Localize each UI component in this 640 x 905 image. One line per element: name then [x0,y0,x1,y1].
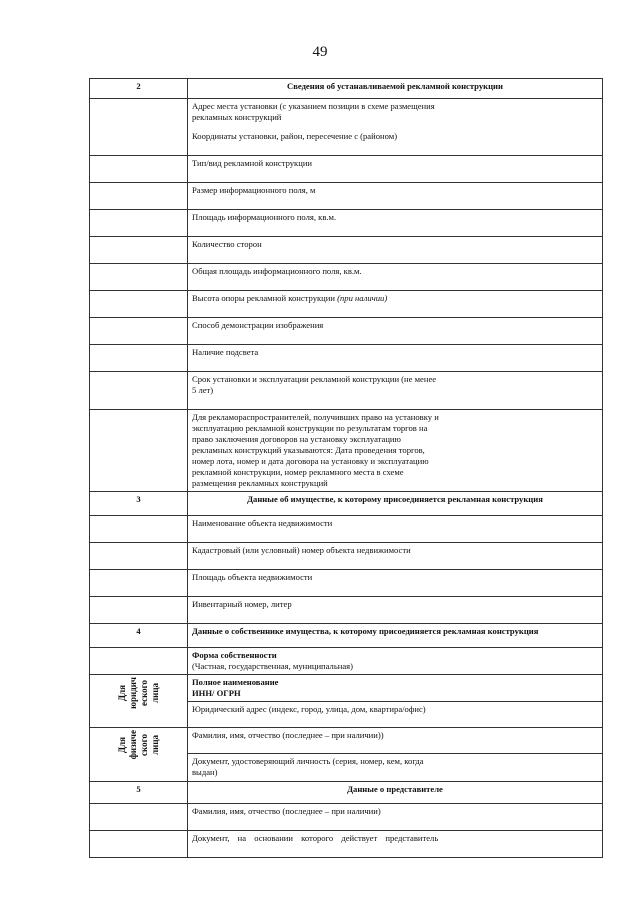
group-label-line: Для [117,684,127,701]
label-line: Форма собственности [192,650,277,660]
label-line: ИНН/ ОГРН [192,688,241,698]
value-cell[interactable] [90,210,188,237]
field-label: Количество сторон [188,237,603,264]
form-row [90,597,603,624]
field-label: Способ демонстрации изображения [188,318,603,345]
section-3-header [90,492,603,516]
label-note: (Частная, государственная, муниципальная) [192,661,353,671]
field-label: Общая площадь информационного поля, кв.м. [188,264,603,291]
label-line: размещения рекламных конструкций [192,478,328,488]
section-title: Сведения об устанавливаемой рекламной конструкции [188,79,603,99]
field-label: Кадастровый (или условный) номер объекта недвижимости [188,543,603,570]
form-row [90,675,603,702]
section-4-header [90,624,603,648]
label-line: Координаты установки, район, пересечение с (районом) [192,131,398,141]
field-label [188,372,603,410]
field-label: Фамилия, имя, отчество (последнее – при наличии) [188,804,603,831]
group-label-line: ского [139,733,149,756]
form-row [90,318,603,345]
field-label [188,291,603,318]
form-row [90,210,603,237]
field-label: Документ, на основании которого действует представитель [188,831,603,858]
value-cell[interactable] [90,516,188,543]
group-label-line: лица [150,682,160,703]
form-row [90,804,603,831]
group-label-line: еского [139,679,149,706]
group-label-line: лица [150,734,160,755]
value-cell[interactable] [90,99,188,156]
section-2-header [90,79,603,99]
group-label-line: юридич [128,677,138,709]
page-number: 49 [312,44,328,60]
section-number: 5 [90,782,188,804]
label-line: Документ, удостоверяющий личность (серия, номер, кем, когда [192,756,424,766]
label-line: эксплуатацию рекламной конструкции по результатам торгов на [192,423,428,433]
label-line: Срок установки и эксплуатации рекламной конструкции (не менее [192,374,437,384]
field-label [188,754,603,782]
label-line: рекламных конструкций указываются: Дата проведения торгов, [192,445,425,455]
field-label: Площадь информационного поля, кв.м. [188,210,603,237]
value-cell[interactable] [90,264,188,291]
value-cell[interactable] [90,345,188,372]
value-cell[interactable] [90,570,188,597]
field-label [188,648,603,675]
section-number: 2 [90,79,188,99]
label-line: Для рекламораспространителей, получивших право на установку и [192,412,439,422]
form-row [90,728,603,754]
section-title: Данные о представителе [188,782,603,804]
form-row [90,99,603,156]
form-row [90,183,603,210]
label-line: 5 лет) [192,385,214,395]
form-row [90,345,603,372]
form-row [90,156,603,183]
section-number: 3 [90,492,188,516]
field-label [188,410,603,492]
label-line: Полное наименование [192,677,279,687]
value-cell[interactable] [90,237,188,264]
field-label: Фамилия, имя, отчество (последнее – при наличии)) [188,728,603,754]
form-row [90,831,603,858]
value-cell[interactable] [90,183,188,210]
section-title: Данные о собственнике имущества, к которому присоединяется рекламная конструкция [188,624,603,648]
field-label: Инвентарный номер, литер [188,597,603,624]
natural-person-group-label [90,728,188,782]
field-label: Наименование объекта недвижимости [188,516,603,543]
value-cell[interactable] [90,543,188,570]
form-row [90,410,603,492]
section-title: Данные об имуществе, к которому присоединяется рекламная конструкция [188,492,603,516]
form-row [90,372,603,410]
field-label: Площадь объекта недвижимости [188,570,603,597]
section-number: 4 [90,624,188,648]
value-cell[interactable] [90,156,188,183]
form-row [90,291,603,318]
field-label: Размер информационного поля, м [188,183,603,210]
label-line: рекламной конструкции, номер рекламного места в схеме [192,467,404,477]
form-row [90,237,603,264]
form-row [90,516,603,543]
legal-entity-group-label [90,675,188,728]
label-line: право заключения договоров на установку эксплуатацию [192,434,401,444]
label-line: рекламных конструкций [192,112,282,122]
label-line: номер лота, номер и дата договора на установку и эксплуатацию [192,456,429,466]
group-label-line: Для [117,736,127,753]
section-5-header [90,782,603,804]
value-cell[interactable] [90,804,188,831]
form-row [90,264,603,291]
application-form-table [89,78,603,858]
field-label: Наличие подсвета [188,345,603,372]
label-note: (при наличии) [337,293,388,303]
form-row [90,570,603,597]
value-cell[interactable] [90,372,188,410]
field-label [188,675,603,702]
form-row [90,648,603,675]
label-line: выдан) [192,767,218,777]
value-cell[interactable] [90,597,188,624]
label-line: Высота опоры рекламной конструкции [192,293,335,303]
value-cell[interactable] [90,831,188,858]
label-line: Адрес места установки (с указанием позиции в схеме размещения [192,101,435,111]
form-row [90,543,603,570]
field-label: Тип/вид рекламной конструкции [188,156,603,183]
field-label [188,99,603,156]
field-label: Юридический адрес (индекс, город, улица, дом, квартира/офис) [188,702,603,728]
value-cell[interactable] [90,410,188,492]
group-label-line: физиче [128,730,138,760]
value-cell[interactable] [90,648,188,675]
value-cell[interactable] [90,291,188,318]
value-cell[interactable] [90,318,188,345]
